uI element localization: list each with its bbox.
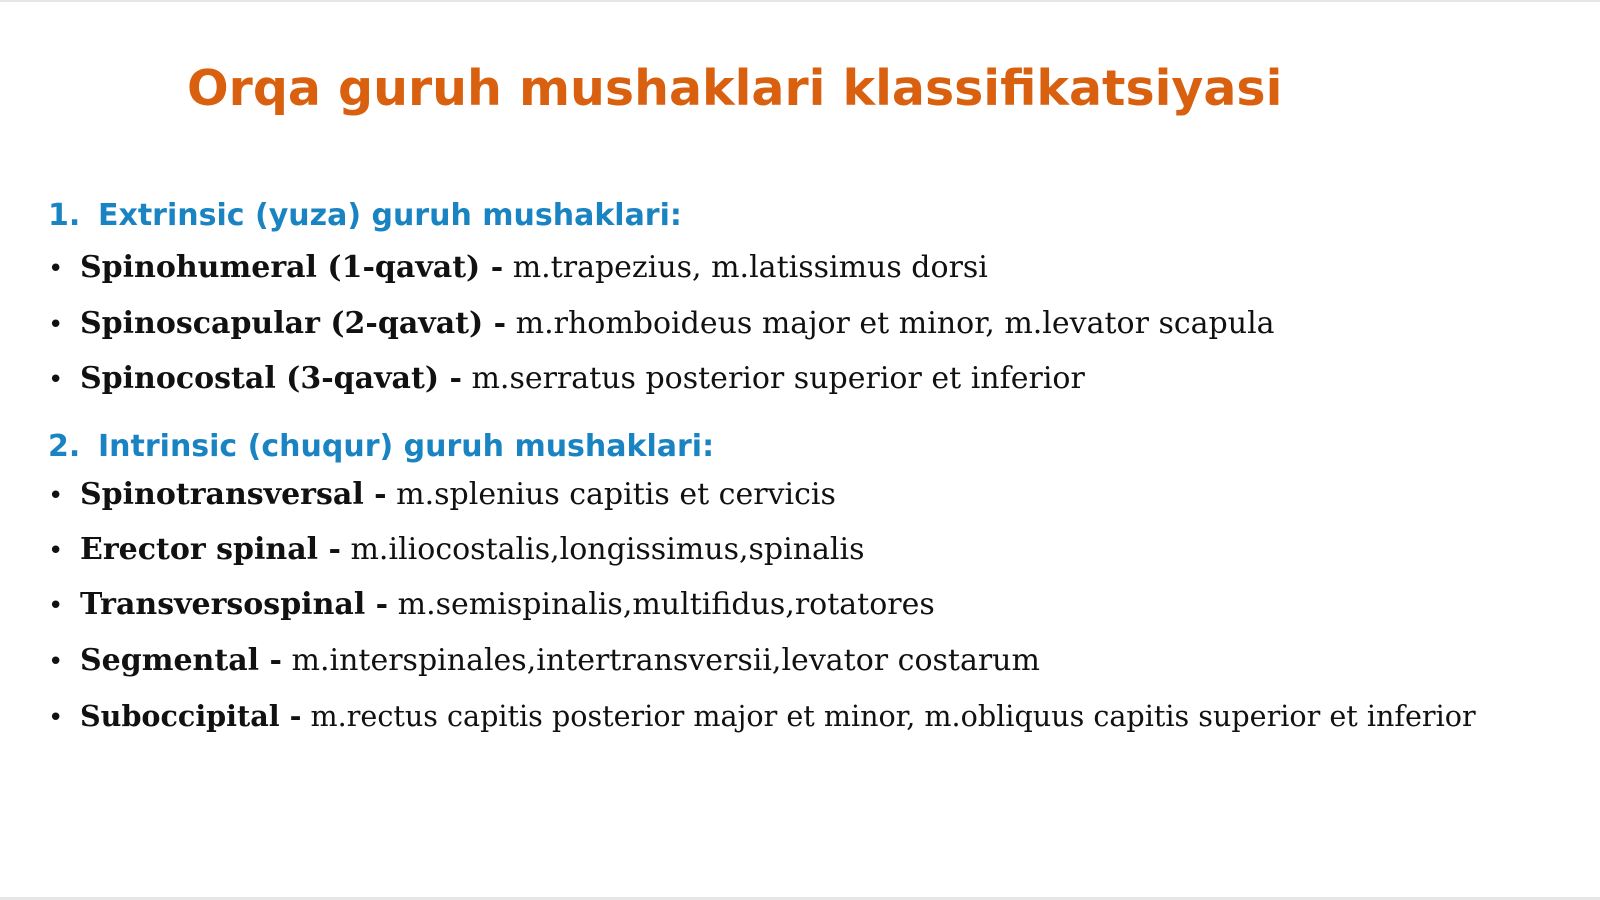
section-heading-text: Intrinsic (chuqur) guruh mushaklari: [98,429,715,464]
bullet-icon: • [48,703,64,733]
bullet-icon: • [48,310,64,340]
list-item-spinoscapular [48,304,1275,345]
section-heading-extrinsic [48,196,682,236]
list-item-description: m.serratus posterior superior et inferior [461,361,1085,396]
bullet-icon: • [48,647,64,677]
list-item-term: Transversospinal - [80,587,389,622]
bullet-icon: • [48,254,64,284]
list-item-description: m.rhomboideus major et minor, m.levator scapula [506,306,1275,341]
list-item-term: Spinoscapular (2-qavat) - [80,306,507,341]
list-item-description: m.semispinalis,multifidus,rotatores [388,587,935,622]
bullet-icon: • [48,536,64,566]
slide-title: Orqa guruh mushaklari klassifikatsiyasi [187,60,1283,117]
list-item-erector-spinal [48,530,865,571]
section-number: 1. [48,198,81,233]
bullet-icon: • [48,481,64,511]
section-heading-text: Extrinsic (yuza) guruh mushaklari: [98,198,682,233]
list-item-transversospinal [48,585,935,626]
list-item-description: m.rectus capitis posterior major et minor, m.obliquus capitis superior et inferior [301,699,1476,733]
list-item-term: Spinocostal (3-qavat) - [80,361,462,396]
list-item-description: m.trapezius, m.latissimus dorsi [503,250,988,285]
list-item-suboccipital [48,696,1476,738]
list-item-term: Segmental - [80,643,282,678]
list-item-term: Erector spinal - [80,532,341,567]
list-item-segmental [48,641,1040,682]
bullet-icon: • [48,365,64,395]
section-number: 2. [48,429,81,464]
bullet-icon: • [48,591,64,621]
section-heading-intrinsic [48,427,714,467]
list-item-description: m.splenius capitis et cervicis [386,477,836,512]
list-item-spinohumeral [48,248,988,289]
list-item-spinocostal [48,359,1085,400]
list-item-description: m.iliocostalis,longissimus,spinalis [340,532,865,567]
list-item-term: Suboccipital - [80,699,302,733]
list-item-term: Spinotransversal - [80,477,387,512]
list-item-spinotransversal [48,475,836,516]
list-item-description: m.interspinales,intertransversii,levator costarum [281,643,1040,678]
list-item-term: Spinohumeral (1-qavat) - [80,250,504,285]
